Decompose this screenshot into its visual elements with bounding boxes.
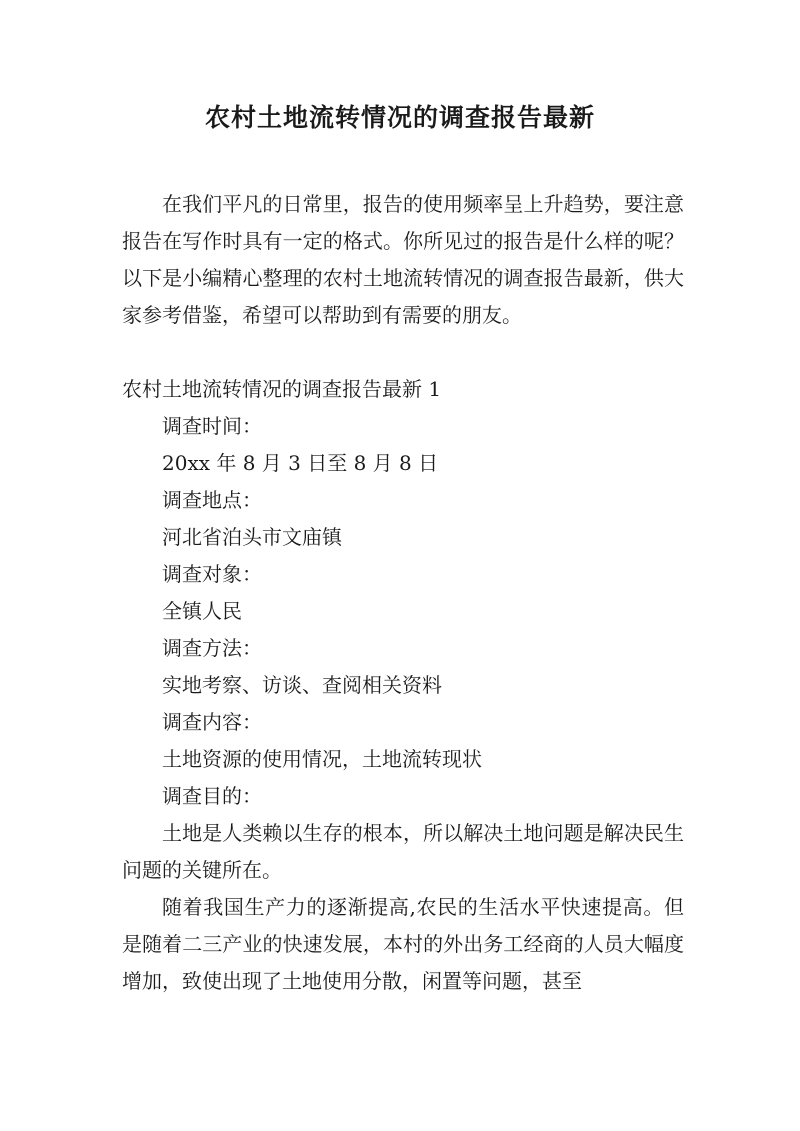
field-value-time: 20xx 年 8 月 3 日至 8 月 8 日 [162, 451, 439, 475]
paragraph-gap [122, 334, 684, 371]
section-title: 农村土地流转情况的调查报告最新 1 [122, 377, 442, 401]
field-value-method: 实地考察、访谈、查阅相关资料 [162, 673, 442, 697]
body-paragraph: 土地是人类赖以生存的根本，所以解决土地问题是解决民生问题的关键所在。 [122, 821, 684, 882]
field-label-method: 调查方法： [162, 636, 262, 660]
body-paragraph: 随着我国生产力的逐渐提高,农民的生活水平快速提高。但是随着二三产业的快速发展，本村的外出务工经商的人员大幅度增加，致使出现了土地使用分散，闲置等问题，甚至 [122, 895, 684, 993]
field-label-location: 调查地点： [162, 488, 262, 512]
field-label-content: 调查内容： [162, 710, 262, 734]
field-value-location: 河北省泊头市文庙镇 [162, 525, 342, 549]
document-body [122, 186, 684, 1000]
intro-paragraph: 在我们平凡的日常里，报告的使用频率呈上升趋势，要注意报告在写作时具有一定的格式。你所见过的报告是什么样的呢？以下是小编精心整理的农村土地流转情况的调查报告最新，供大家参考借鉴，希望可以帮助到有需要的朋友。 [122, 192, 684, 327]
field-label-purpose: 调查目的： [162, 784, 262, 808]
field-label-time: 调查时间： [162, 414, 262, 438]
field-value-content: 土地资源的使用情况，土地流转现状 [162, 747, 482, 771]
document-title: 农村土地流转情况的调查报告最新 [204, 103, 595, 132]
field-value-subject: 全镇人民 [162, 599, 242, 623]
field-label-subject: 调查对象： [162, 562, 262, 586]
